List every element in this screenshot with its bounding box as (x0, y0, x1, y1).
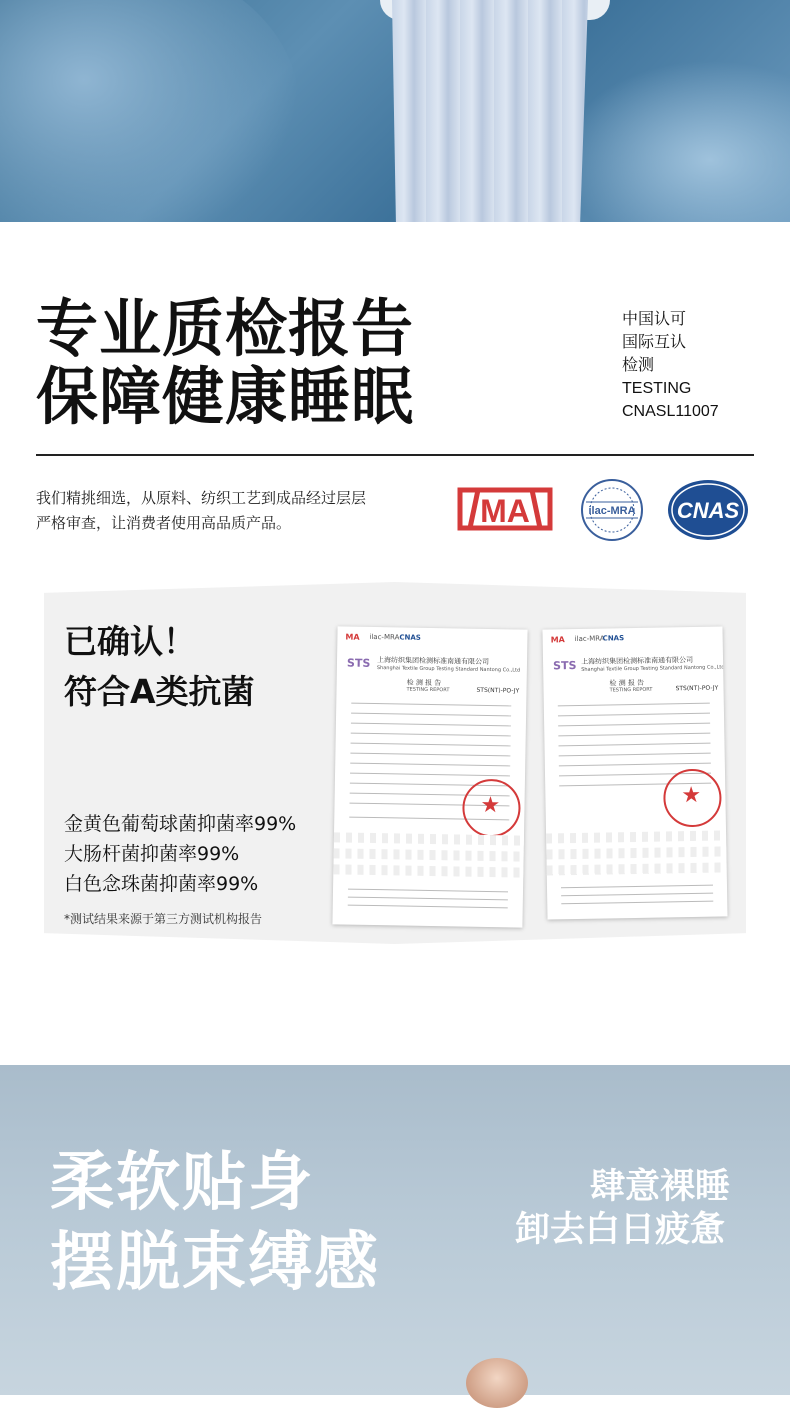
bottom-title-line1: 柔软贴身 (50, 1146, 314, 1220)
cnas-logo (666, 478, 750, 542)
antibacterial-rate: 大肠杆菌抑菌率99% (64, 843, 240, 865)
report-company-cn: 上海纺织集团检测标准南通有限公司 (376, 656, 490, 667)
bottom-side-line1: 肆意裸睡 (590, 1167, 731, 1207)
report-cnas-logo: CNAS (399, 633, 421, 642)
cnas-logo-text: CNAS (676, 498, 740, 523)
divider (36, 454, 754, 456)
report-doc-no: STS(NT)-PO-JY (675, 684, 719, 693)
test-report-document (542, 626, 727, 919)
antibacterial-rate: 白色念珠菌抑菌率99% (64, 873, 259, 895)
report-seal (663, 768, 722, 827)
report-seal (462, 779, 521, 838)
report-sts-logo: STS (553, 659, 577, 673)
report-sts-logo: STS (346, 656, 371, 670)
report-doc-title-en: TESTING REPORT (609, 686, 653, 694)
disclaimer-note: *测试结果来源于第三方测试机构报告 (64, 912, 263, 926)
cma-logo-text: MA (480, 493, 530, 529)
description-line: 我们精挑细选，从原料、纺织工艺到成品经过层层 (36, 489, 367, 507)
report-ilac-logo: ilac-MRA (574, 634, 605, 644)
report-cnas-logo: CNAS (602, 634, 625, 643)
side-info-line: 中国认可 (622, 311, 687, 328)
side-info-line: TESTING (622, 380, 692, 397)
cma-logo (456, 486, 554, 532)
description-line: 严格审查，让消费者使用高品质产品。 (36, 514, 292, 532)
report-company-en: Shanghai Textile Group Testing Standard Nantong Co.,Ltd (376, 665, 521, 674)
hero-photo (0, 0, 790, 222)
description (36, 486, 436, 536)
report-ma-logo: MA (550, 635, 565, 645)
fabric-fold (560, 60, 790, 222)
report-ilac-logo: ilac-MRA (369, 632, 400, 642)
side-info-line: CNASL11007 (622, 403, 719, 420)
antibacterial-rate: 金黄色葡萄球菌抑菌率99% (64, 813, 297, 835)
side-info-line: 国际互认 (622, 334, 687, 351)
ilac-logo-text: ilac-MRA (588, 505, 636, 517)
bottom-side-line2: 卸去白日疲惫 (515, 1210, 726, 1250)
ilac-mra-logo (580, 478, 644, 542)
pajama-pants (392, 0, 588, 222)
side-info-line: 检测 (622, 357, 655, 374)
report-doc-title-en: TESTING REPORT (406, 686, 450, 694)
hand-photo (466, 1358, 528, 1408)
report-company-en: Shanghai Textile Group Testing Standard Nantong Co.,Ltd (581, 664, 725, 673)
confirm-line1: 已确认！ (64, 622, 196, 661)
report-doc-title: 检 测 报 告 (406, 678, 442, 688)
heading-line1: 专业质检报告 (36, 292, 415, 365)
fabric-fold (0, 0, 300, 222)
test-report-document (332, 626, 527, 927)
bottom-title-line2: 摆脱束缚感 (50, 1226, 380, 1300)
report-doc-title: 检 测 报 告 (609, 678, 645, 688)
confirm-line2: 符合A类抗菌 (64, 672, 255, 711)
report-doc-no: STS(NT)-PO-JY (476, 686, 520, 695)
report-ma-logo: MA (345, 632, 360, 642)
certification-info (622, 308, 719, 423)
heading-line2: 保障健康睡眠 (36, 360, 415, 433)
report-company-cn: 上海纺织集团检测标准南通有限公司 (580, 655, 694, 666)
